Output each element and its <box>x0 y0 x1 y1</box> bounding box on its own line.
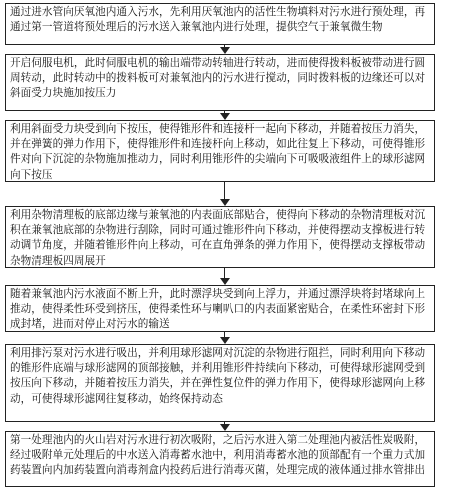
flow-arrow-5 <box>219 332 231 344</box>
flow-step-6-text: 利用排污泵对污水进行吸出，并利用球形滤网对沉淀的杂物进行阻拦，同时利用向下移动的锥形件底端与球形滤网的顶部接触，并利用锥形件持续向下移动，可使得球形滤网受到按压向下移动，并随着按压力消失，并在弹性复位件的弹力作用下，使得球形滤网向上移动，可使得球形滤网往复移动，始终保持动态 <box>10 347 426 405</box>
flow-step-4-text: 利用杂物清理板的底部边缘与兼氧池的内表面底部贴合，使得向下移动的杂物清理板对沉积在兼氧池底部的杂物进行刮除，同时可通过锥形件向下移动，并使得摆动支撑板进行转动调节角度，并随着锥形件向上移动，可在直角弹条的弹力作用下，使得摆动支撑板带动杂物清理板四周展开 <box>10 209 426 267</box>
flow-step-2 <box>5 54 435 111</box>
flow-step-3-text: 利用斜面受力块受到向下按压，使得锥形件和连接杆一起向下移动，并随着按压力消失，并在弹簧的弹力作用下，使得锥形件和连接杆向上移动，如此往复上下移动，可使得锥形件对向下沉淀的杂物施加推动力，同时利用锥形件的尖端向下可吸吸液组件上的球形滤网向下按压 <box>10 123 426 181</box>
flow-step-7 <box>5 431 435 487</box>
flow-step-5-text: 随着兼氧池内污水液面不断上升，此时漂浮块受到向上浮力，并通过漂浮块将封堵球向上推动，使得柔性环受到挤压，使得柔性环与喇叭口的内表面紧密贴合，在柔性环密封下形成封堵，进而对停止对污水的输送 <box>10 288 426 331</box>
flow-step-3 <box>5 120 435 182</box>
flow-step-7-text: 第一处理池内的火山岩对污水进行初次吸附，之后污水进入第二处理池内被活性炭吸附，经过吸附单元处理后的中水送入消毒蓄水池中，利用消毒蓄水池的顶部配有一个重力式加药装置向内加药装置向消毒剂盒内投药后进行消毒灭菌，处理完成的液体通过排水管排出 <box>10 434 426 477</box>
flow-step-2-text: 开启伺服电机，此时伺服电机的输出端带动转轴进行转动，进而使得拨料板被带动进行圆周转动，此时转动中的拨料板可对兼氧池内的污水进行搅动，同时拨料板的边缘还可以对斜面受力块施加按压力 <box>10 57 426 100</box>
flow-arrow-3 <box>219 182 231 206</box>
flow-step-6 <box>5 344 435 422</box>
flow-step-1-text: 通过进水管向厌氧池内通入污水，先利用厌氧池内的活性生物填料对污水进行预处理，再通过第一管道将预处理后的污水送入兼氧池内进行处理，提供空气于兼氧微生物 <box>10 6 426 34</box>
flow-arrow-2 <box>219 111 231 120</box>
flow-arrow-4 <box>219 268 231 285</box>
flow-step-5 <box>5 285 435 332</box>
flow-arrow-1 <box>219 45 231 54</box>
flow-arrow-6 <box>219 422 231 431</box>
flow-step-4 <box>5 206 435 268</box>
flow-step-1 <box>5 3 435 45</box>
